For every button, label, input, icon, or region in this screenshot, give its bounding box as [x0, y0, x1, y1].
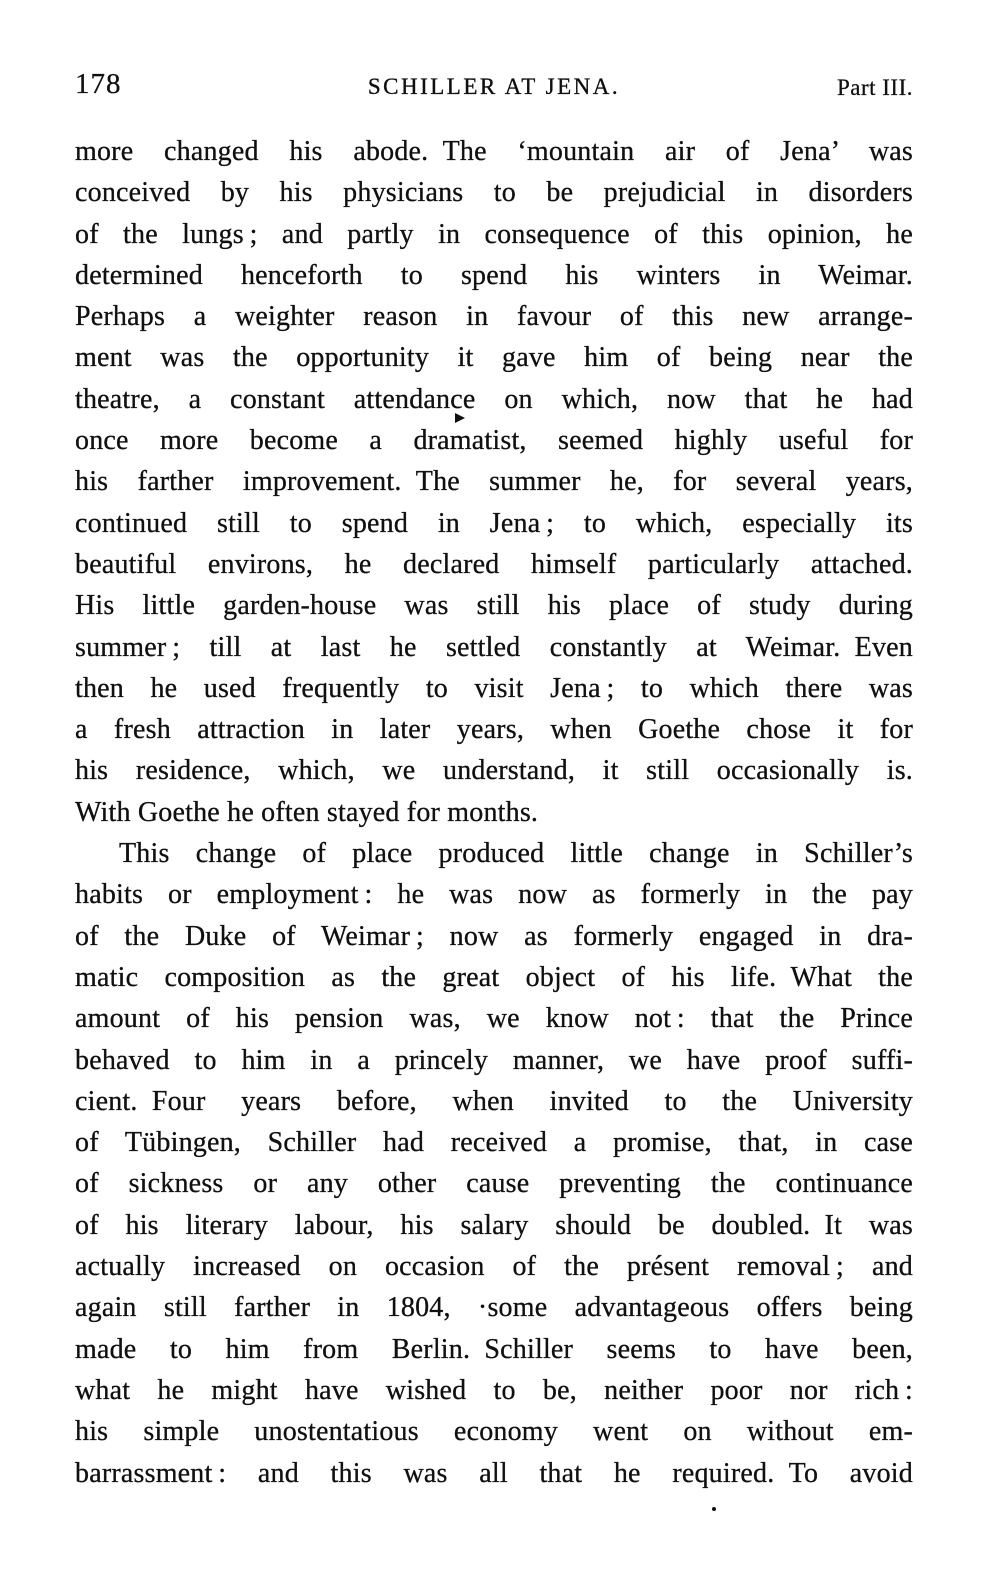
text-line: With Goethe he often stayed for months. [75, 796, 539, 828]
text-line: more changed his abode. The ‘mountain air of Jena’ was [75, 136, 913, 167]
text-line: of his literary labour, his salary should be doubled. It was [75, 1209, 913, 1241]
text-line: once more become a dramatist, seemed highly useful for [75, 425, 913, 457]
print-artifact-caret-icon [455, 413, 465, 423]
text-line: conceived by his physicians to be prejudicial in disorders [75, 177, 913, 209]
page-number: 178 [75, 68, 122, 100]
part-label: Part III. [836, 75, 913, 100]
text-line: his farther improvement. The summer he, for several years, [75, 466, 913, 498]
text-line: cient. Four years before, when invited to the University [75, 1085, 913, 1117]
text-line: theatre, a constant attendance on which, now that he had [75, 383, 913, 415]
text-line: his simple unostentatious economy went on without em- [75, 1416, 913, 1448]
text-line: what he might have wished to be, neither poor nor rich : [75, 1374, 913, 1406]
text-line: beautiful environs, he declared himself particularly attached. [75, 548, 913, 580]
text-line: his residence, which, we understand, it still occasionally is. [75, 755, 913, 787]
text-line: of the lungs ; and partly in consequence of this opinion, he [75, 218, 913, 250]
text-line: then he used frequently to visit Jena ; to which there was [75, 672, 913, 704]
text-line: a fresh attraction in later years, when Goethe chose it for [75, 714, 913, 746]
text-line: of the Duke of Weimar ; now as formerly engaged in dra- [75, 920, 913, 952]
text-line: of Tübingen, Schiller had received a promise, that, in case [75, 1127, 913, 1159]
page-body [75, 131, 913, 1494]
print-artifact-dot-icon [712, 1507, 716, 1511]
text-line: This change of place produced little change in Schiller’s [119, 838, 913, 870]
text-line: determined henceforth to spend his winters in Weimar. [75, 259, 913, 291]
text-line: His little garden-house was still his place of study during [75, 590, 913, 622]
text-line: habits or employment : he was now as formerly in the pay [75, 879, 913, 911]
text-line: summer ; till at last he settled constantly at Weimar. Even [75, 631, 913, 663]
text-line: Perhaps a weighter reason in favour of this new arrange- [75, 301, 913, 333]
text-line: actually increased on occasion of the présent removal ; and [75, 1251, 913, 1283]
text-line: behaved to him in a princely manner, we have proof suffi- [75, 1044, 913, 1076]
running-title: SCHILLER AT JENA. [367, 74, 621, 99]
text-line: matic composition as the great object of his life. What the [75, 961, 913, 993]
text-line: ment was the opportunity it gave him of being near the [75, 342, 913, 374]
page-header [75, 0, 913, 110]
text-line: made to him from Berlin. Schiller seems to have been, [75, 1333, 913, 1365]
text-line: barrassment : and this was all that he required. To avoid [75, 1457, 913, 1489]
text-line: of sickness or any other cause preventing the continuance [75, 1168, 913, 1200]
text-line: amount of his pension was, we know not : that the Prince [75, 1003, 913, 1035]
text-line: continued still to spend in Jena ; to which, especially its [75, 507, 913, 539]
text-line: again still farther in 1804, ·some advantageous offers being [75, 1292, 913, 1324]
